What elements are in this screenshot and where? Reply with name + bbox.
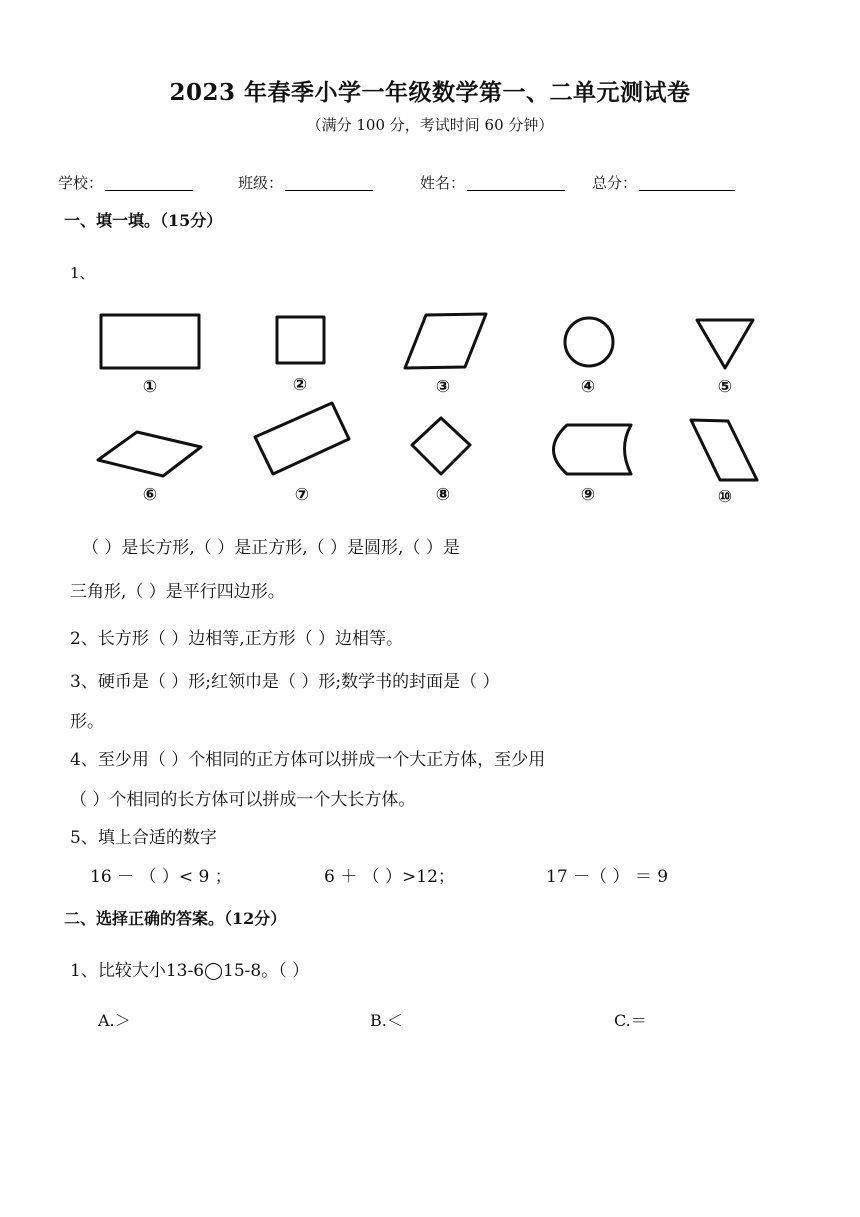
- shape-10-parallelogram: [691, 420, 757, 480]
- school-label: 学校：: [58, 174, 104, 192]
- page-subtitle: （满分 100 分，考试时间 60 分钟）: [306, 116, 554, 134]
- option-c[interactable]: C.＝: [614, 1011, 647, 1030]
- class-field[interactable]: [238, 172, 373, 193]
- shapes-figure: [80, 300, 780, 518]
- option-b[interactable]: B.＜: [370, 1011, 403, 1030]
- question-5: 5、填上合适的数字: [70, 828, 217, 848]
- q5-item-1[interactable]: 16 － （ ）< 9 ；: [90, 867, 232, 887]
- name-field[interactable]: [420, 172, 565, 193]
- total-score-label: 总分：: [592, 174, 638, 192]
- shape-label-3: ③: [435, 377, 451, 397]
- shape-label-10: ⑩: [717, 487, 733, 507]
- shape-label-5: ⑤: [717, 377, 733, 397]
- section1-heading: 一、填一填。（15分）: [64, 211, 223, 230]
- shape-6-parallelogram: [98, 432, 201, 476]
- shape-label-1: ①: [142, 377, 158, 397]
- shape-8-diamond: [412, 418, 470, 474]
- q1-answer-line-1[interactable]: （ ）是长方形,（ ）是正方形,（ ）是圆形,（ ）是: [82, 538, 460, 558]
- shape-2-square: [277, 317, 324, 363]
- shape-label-8: ⑧: [435, 485, 451, 505]
- shape-7-rectangle: [255, 403, 349, 474]
- shape-1-rectangle: [101, 315, 199, 368]
- shape-label-7: ⑦: [294, 485, 310, 505]
- shape-label-6: ⑥: [142, 485, 158, 505]
- q5-item-3[interactable]: 17 －（ ） ＝ 9: [546, 867, 669, 887]
- page-title: 2023 年春季小学一年级数学第一、二单元测试卷: [169, 79, 691, 106]
- question-2[interactable]: 2、长方形（ ）边相等,正方形（ ）边相等。: [70, 629, 404, 649]
- option-a[interactable]: A.＞: [98, 1011, 131, 1030]
- school-field[interactable]: [58, 172, 193, 193]
- shape-5-triangle: [697, 320, 753, 368]
- shape-4-circle: [565, 318, 613, 366]
- shape-3-parallelogram: [405, 314, 486, 368]
- class-label: 班级：: [238, 174, 284, 192]
- school-blank[interactable]: [105, 174, 193, 191]
- student-info-row: [58, 172, 818, 198]
- question-3-line-2: 形。: [70, 712, 104, 732]
- total-score-blank[interactable]: [639, 174, 735, 191]
- section2-question-1[interactable]: 1、比较大小13-6◯15-8。（ ）: [70, 961, 310, 981]
- shape-label-4: ④: [580, 377, 596, 397]
- name-label: 姓名：: [420, 174, 466, 192]
- q1-number: 1、: [70, 264, 95, 282]
- shape-label-9: ⑨: [580, 485, 596, 505]
- question-3-line-1[interactable]: 3、硬币是（ ）形;红领巾是（ ）形;数学书的封面是（ ）: [70, 672, 500, 692]
- q5-item-2[interactable]: 6 ＋ （ ）>12；: [324, 867, 455, 887]
- q1-answer-line-2[interactable]: 三角形,（ ）是平行四边形。: [70, 582, 285, 602]
- shape-label-2: ②: [292, 375, 308, 395]
- total-score-field[interactable]: [592, 172, 735, 193]
- shape-9-cylinder: [554, 425, 632, 474]
- section2-heading: 二、选择正确的答案。（12分）: [64, 909, 287, 928]
- name-blank[interactable]: [467, 174, 565, 191]
- question-4-line-1[interactable]: 4、至少用（ ）个相同的正方体可以拼成一个大正方体，至少用: [70, 750, 546, 770]
- class-blank[interactable]: [285, 174, 373, 191]
- question-4-line-2[interactable]: （ ）个相同的长方体可以拼成一个大长方体。: [70, 790, 416, 810]
